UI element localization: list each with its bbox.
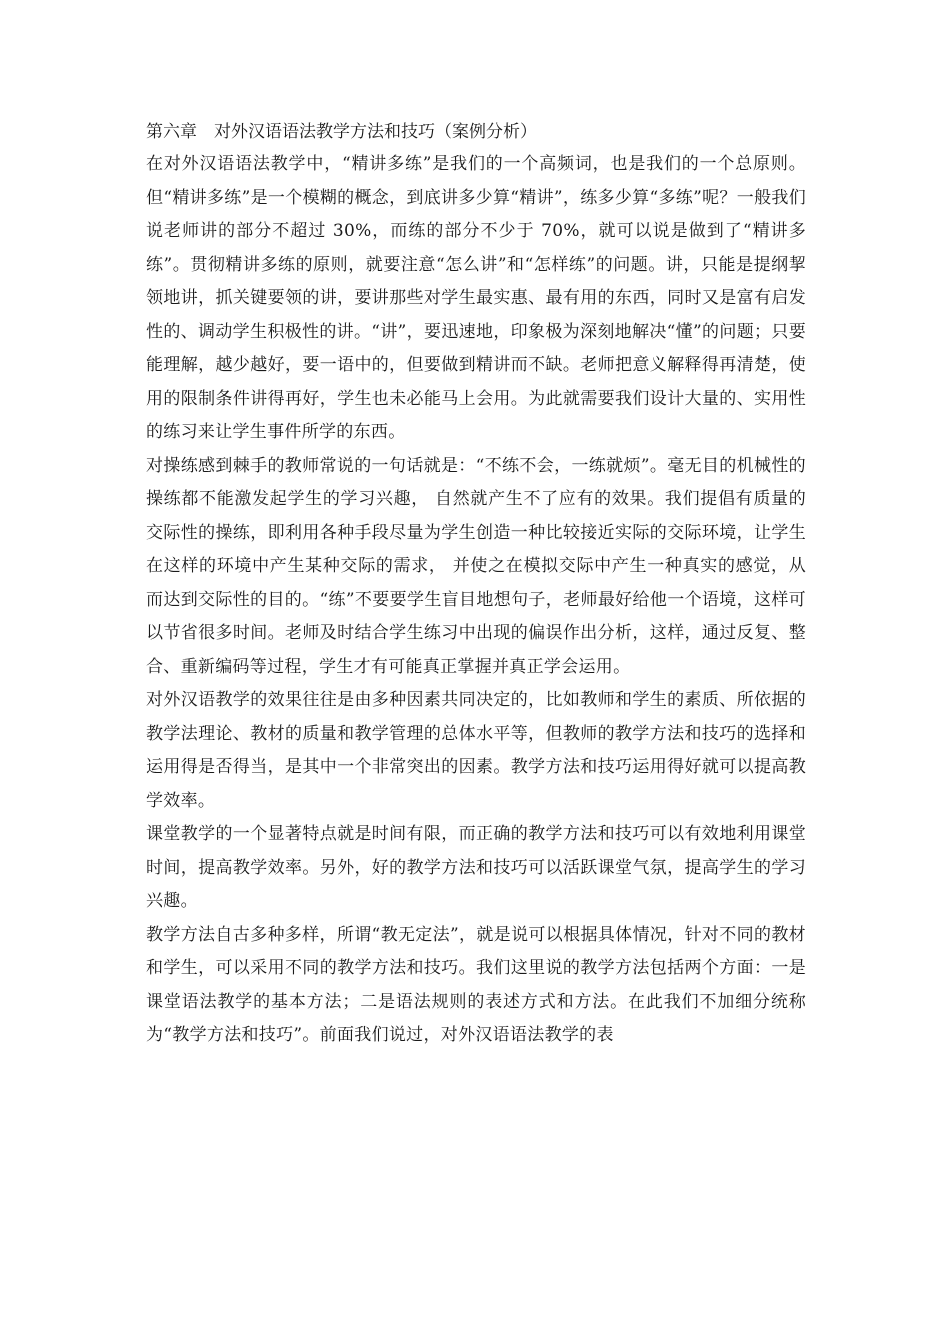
paragraph-3: 对外汉语教学的效果往往是由多种因素共同决定的，比如教师和学生的素质、所依据的教学法理论、教材的质量和教学管理的总体水平等，但教师的教学方法和技巧的选择和运用得是否得当，是其中一个非常突出的因素。教学方法和技巧运用得好就可以提高教学效率。 [146, 690, 806, 811]
paragraph-2: 对操练感到棘手的教师常说的一句话就是：“不练不会，一练就烦”。毫无目的机械性的操练都不能激发起学生的学习兴趣， 自然就产生不了应有的效果。我们提倡有质量的交际性的操练，即利用各种手段尽量为学生创造一种比较接近实际的交际环境，让学生在这样的环境中产生某种交际的需求， 并使之在模拟交际中产生一种真实的感觉，从而达到交际性的目的。“练”不要要学生盲目地想句子，老师最好给他一个语境，这样可以节省很多时间。老师及时结合学生练习中出现的偏误作出分析，这样，通过反复、整合、重新编码等过程，学生才有可能真正掌握并真正学会运用。 [146, 455, 806, 677]
paragraph-1: 在对外汉语语法教学中，“精讲多练”是我们的一个高频词，也是我们的一个总原则。但“精讲多练”是一个模糊的概念，到底讲多少算“精讲”，练多少算“多练”呢？一般我们说老师讲的部分不超过 30%，而练的部分不少于 70%，就可以说是做到了“精讲多练”。贯彻精讲多练的原则，就要注意“怎么讲”和“怎样练”的问题。讲，只能是提纲挈领地讲，抓关键要领的讲，要讲那些对学生最实惠、最有用的东西，同时又是富有启发性的、调动学生积极性的讲。“讲”，要迅速地，印象极为深刻地解决“懂”的问题；只要能理解，越少越好，要一语中的，但要做到精讲而不缺。老师把意义解释得再清楚，使用的限制条件讲得再好，学生也未必能马上会用。为此就需要我们设计大量的、实用性的练习来让学生事件所学的东西。 [146, 154, 806, 442]
paragraph-5: 教学方法自古多种多样，所谓“教无定法”，就是说可以根据具体情况，针对不同的教材和学生，可以采用不同的教学方法和技巧。我们这里说的教学方法包括两个方面：一是课堂语法教学的基本方法；二是语法规则的表述方式和方法。在此我们不加细分统称为“教学方法和技巧”。前面我们说过，对外汉语语法教学的表 [146, 924, 806, 1045]
chapter-heading: 第六章 对外汉语语法教学方法和技巧（案例分析） [146, 122, 537, 142]
document-page [146, 116, 806, 1053]
paragraph-4: 课堂教学的一个显著特点就是时间有限，而正确的教学方法和技巧可以有效地利用课堂时间，提高教学效率。另外，好的教学方法和技巧可以活跃课堂气氛，提高学生的学习兴趣。 [146, 824, 806, 911]
